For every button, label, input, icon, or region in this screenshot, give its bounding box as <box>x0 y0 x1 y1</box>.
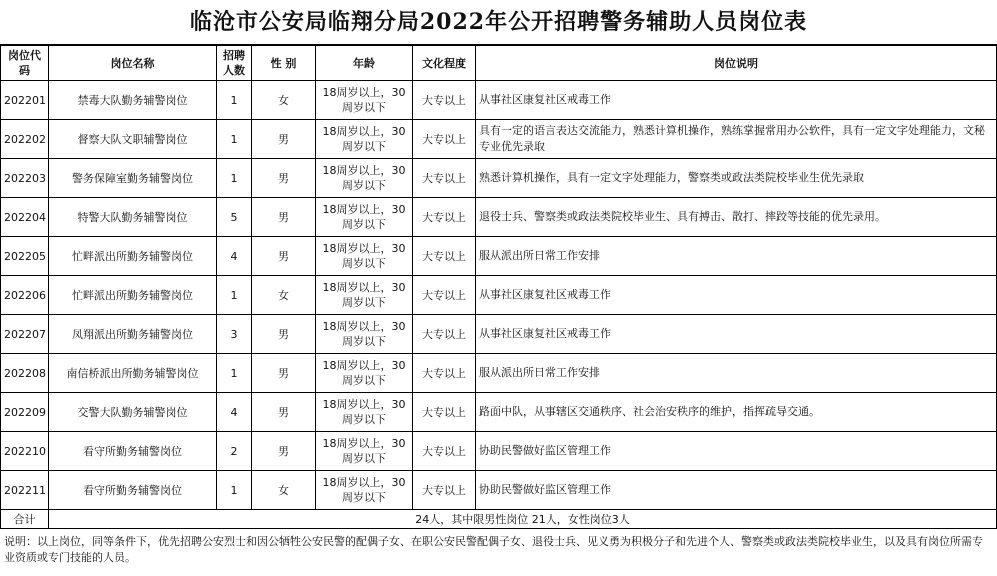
position-code: 202205 <box>1 237 49 276</box>
position-name: 忙畔派出所勤务辅警岗位 <box>49 237 217 276</box>
position-gender: 男 <box>252 315 316 354</box>
position-name: 忙畔派出所勤务辅警岗位 <box>49 276 217 315</box>
table-row <box>1 198 997 237</box>
position-education: 大专以上 <box>413 198 476 237</box>
position-count: 4 <box>217 393 252 432</box>
position-age: 18周岁以上，30周岁以下 <box>316 432 413 471</box>
total-text: 24人，其中限男性岗位 21人，女性岗位3人 <box>49 510 997 529</box>
table-row <box>1 276 997 315</box>
position-count: 2 <box>217 432 252 471</box>
footnote: 说明：以上岗位，同等条件下，优先招聘公安烈士和因公牺牲公安民警的配偶子女、在职公安民警配偶子女、退役士兵、见义勇为积极分子和先进个人、警察类或政法类院校毕业生，以及具有岗位所需专业资质或专门技能的人员。 <box>4 535 983 564</box>
table-row <box>1 81 997 120</box>
position-gender: 男 <box>252 354 316 393</box>
position-education: 大专以上 <box>413 432 476 471</box>
position-name: 特警大队勤务辅警岗位 <box>49 198 217 237</box>
position-code: 202204 <box>1 198 49 237</box>
position-code: 202208 <box>1 354 49 393</box>
header-desc: 岗位说明 <box>476 46 997 81</box>
positions-table <box>0 45 997 529</box>
position-age: 18周岁以上，30周岁以下 <box>316 159 413 198</box>
position-age: 18周岁以上，30周岁以下 <box>316 81 413 120</box>
position-gender: 男 <box>252 432 316 471</box>
table-row <box>1 237 997 276</box>
position-desc: 从事社区康复社区戒毒工作 <box>476 315 997 354</box>
position-education: 大专以上 <box>413 315 476 354</box>
position-code: 202202 <box>1 120 49 159</box>
position-gender: 女 <box>252 276 316 315</box>
table-row <box>1 354 997 393</box>
total-row <box>1 510 997 529</box>
header-gender: 性 别 <box>252 46 316 81</box>
position-gender: 男 <box>252 198 316 237</box>
position-desc: 具有一定的语言表达交流能力，熟悉计算机操作，熟练掌握常用办公软件，具有一定文字处理能力，文秘专业优先录取 <box>476 120 997 159</box>
position-name: 凤翔派出所勤务辅警岗位 <box>49 315 217 354</box>
position-code: 202201 <box>1 81 49 120</box>
total-label: 合计 <box>1 510 49 529</box>
position-count: 1 <box>217 276 252 315</box>
position-desc: 协助民警做好监区管理工作 <box>476 471 997 510</box>
header-count: 招聘人数 <box>217 46 252 81</box>
position-age: 18周岁以上，30周岁以下 <box>316 354 413 393</box>
position-name: 南信桥派出所勤务辅警岗位 <box>49 354 217 393</box>
position-age: 18周岁以上，30周岁以下 <box>316 198 413 237</box>
position-code: 202210 <box>1 432 49 471</box>
position-desc: 协助民警做好监区管理工作 <box>476 432 997 471</box>
table-body <box>1 81 997 510</box>
position-name: 督察大队文职辅警岗位 <box>49 120 217 159</box>
position-count: 1 <box>217 159 252 198</box>
position-count: 1 <box>217 120 252 159</box>
position-desc: 路面中队，从事辖区交通秩序、社会治安秩序的维护，指挥疏导交通。 <box>476 393 997 432</box>
position-name: 禁毒大队勤务辅警岗位 <box>49 81 217 120</box>
position-gender: 女 <box>252 471 316 510</box>
position-desc: 从事社区康复社区戒毒工作 <box>476 81 997 120</box>
position-desc: 服从派出所日常工作安排 <box>476 354 997 393</box>
position-age: 18周岁以上，30周岁以下 <box>316 393 413 432</box>
table-row <box>1 120 997 159</box>
position-code: 202206 <box>1 276 49 315</box>
position-count: 1 <box>217 354 252 393</box>
position-desc: 服从派出所日常工作安排 <box>476 237 997 276</box>
position-count: 1 <box>217 81 252 120</box>
position-age: 18周岁以上，30周岁以下 <box>316 237 413 276</box>
position-age: 18周岁以上，30周岁以下 <box>316 315 413 354</box>
position-education: 大专以上 <box>413 393 476 432</box>
position-age: 18周岁以上，30周岁以下 <box>316 471 413 510</box>
table-header-row <box>1 46 997 81</box>
position-gender: 男 <box>252 393 316 432</box>
position-name: 看守所勤务辅警岗位 <box>49 432 217 471</box>
table-row <box>1 471 997 510</box>
position-code: 202211 <box>1 471 49 510</box>
page-title: 临沧市公安局临翔分局2022年公开招聘警务辅助人员岗位表 <box>0 0 997 45</box>
position-count: 5 <box>217 198 252 237</box>
position-code: 202209 <box>1 393 49 432</box>
position-education: 大专以上 <box>413 354 476 393</box>
position-gender: 女 <box>252 81 316 120</box>
position-age: 18周岁以上，30周岁以下 <box>316 276 413 315</box>
position-name: 看守所勤务辅警岗位 <box>49 471 217 510</box>
position-name: 交警大队勤务辅警岗位 <box>49 393 217 432</box>
position-education: 大专以上 <box>413 237 476 276</box>
position-desc: 退役士兵、警察类或政法类院校毕业生、具有搏击、散打、摔跤等技能的优先录用。 <box>476 198 997 237</box>
position-count: 4 <box>217 237 252 276</box>
position-education: 大专以上 <box>413 471 476 510</box>
position-count: 3 <box>217 315 252 354</box>
position-gender: 男 <box>252 237 316 276</box>
header-age: 年龄 <box>316 46 413 81</box>
position-count: 1 <box>217 471 252 510</box>
table-row <box>1 315 997 354</box>
position-desc: 从事社区康复社区戒毒工作 <box>476 276 997 315</box>
position-age: 18周岁以上，30周岁以下 <box>316 120 413 159</box>
position-code: 202207 <box>1 315 49 354</box>
table-row <box>1 393 997 432</box>
position-gender: 男 <box>252 120 316 159</box>
position-education: 大专以上 <box>413 276 476 315</box>
header-education: 文化程度 <box>413 46 476 81</box>
position-code: 202203 <box>1 159 49 198</box>
position-gender: 男 <box>252 159 316 198</box>
header-code: 岗位代码 <box>1 46 49 81</box>
position-name: 警务保障室勤务辅警岗位 <box>49 159 217 198</box>
position-education: 大专以上 <box>413 120 476 159</box>
table-row <box>1 432 997 471</box>
table-row <box>1 159 997 198</box>
position-education: 大专以上 <box>413 81 476 120</box>
position-education: 大专以上 <box>413 159 476 198</box>
header-name: 岗位名称 <box>49 46 217 81</box>
position-desc: 熟悉计算机操作，具有一定文字处理能力，警察类或政法类院校毕业生优先录取 <box>476 159 997 198</box>
